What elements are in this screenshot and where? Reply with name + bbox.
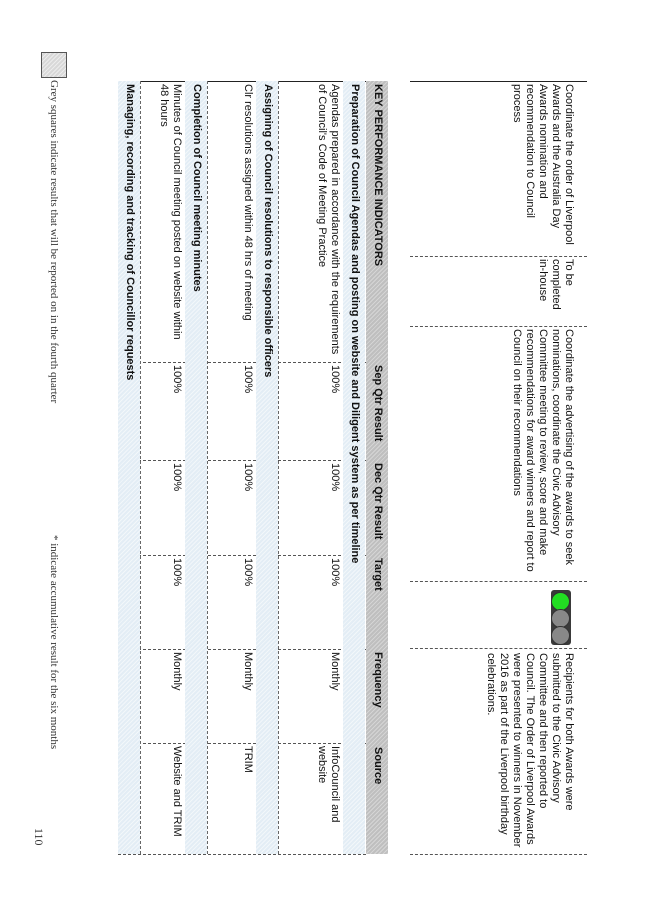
- red-light-off-icon: [551, 626, 570, 645]
- section-1-target: 100%: [329, 558, 341, 587]
- section-2-dec: 100%: [242, 463, 254, 492]
- section-3-frequency: Monthly: [171, 652, 183, 691]
- header-dec-qtr: Dec Qtr Result: [372, 463, 384, 540]
- header-kpi: KEY PERFORMANCE INDICATORS: [372, 84, 384, 267]
- section-1-kpi: Agendas prepared in accordance with the requirements of Council's Code of Meeting Practice: [316, 84, 341, 355]
- column-divider: [118, 649, 366, 650]
- section-3-kpi: Minutes of Council meeting posted on website within 48 hours: [158, 84, 183, 340]
- timeline-text: To be completed in-house: [537, 259, 575, 310]
- row-divider: [207, 81, 208, 854]
- section-2-source: TRIM: [242, 746, 254, 773]
- column-divider: [118, 743, 366, 744]
- section-3-dec: 100%: [171, 463, 183, 492]
- table-right-border: [118, 854, 366, 855]
- section-3-title: Completion of Council meeting minutes: [191, 84, 203, 292]
- grey-square-legend-icon: [41, 52, 67, 78]
- column-divider: [118, 362, 366, 363]
- top-row-right-border: [410, 854, 587, 855]
- section-1-frequency: Monthly: [329, 652, 341, 691]
- section-3-target: 100%: [171, 558, 183, 587]
- top-row-divider: [410, 648, 587, 649]
- section-3-sep: 100%: [171, 365, 183, 394]
- top-row-divider: [410, 581, 587, 582]
- top-row-divider: [410, 326, 587, 327]
- table-left-border: [118, 81, 366, 82]
- top-row-divider: [410, 256, 587, 257]
- section-1-dec: 100%: [329, 463, 341, 492]
- header-source: Source: [372, 747, 384, 785]
- comments-text: Recipients for both Awards were submitted to the Civic Advisory Committee and then reported to Council. The Order of Liverpool Awards were presented to winners in November 2016 as part of the Liverpool birthday celebrations.: [485, 653, 575, 848]
- section-3-source: Website and TRIM: [171, 746, 183, 837]
- asterisk-note: * indicate accumulative result for the six months: [48, 535, 60, 750]
- legend-note: Grey squares indicate results that will be reported on in the fourth quarter: [48, 80, 60, 404]
- column-divider: [118, 555, 366, 556]
- actions-text: Coordinate the advertising of the awards to seek nominations, coordinate the Civic Advisory Committee meeting to review, score and make recommendations for award winners and report to Council on their recommendations: [511, 329, 575, 572]
- column-divider: [118, 460, 366, 461]
- header-target: Target: [372, 558, 384, 591]
- activity-text: Coordinate the order of Liverpool Awards and the Australia Day Awards nomination and recommendation to Council process: [511, 84, 575, 245]
- section-2-title: Assigning of Council resolutions to responsible officers: [262, 84, 274, 378]
- section-1-sep: 100%: [329, 365, 341, 394]
- section-2-sep: 100%: [242, 365, 254, 394]
- section-2-target: 100%: [242, 558, 254, 587]
- header-sep-qtr: Sep Qtr Result: [372, 365, 384, 442]
- traffic-light: [551, 590, 571, 645]
- section-2-kpi: Clr resolutions assigned within 48 hrs of meeting: [242, 84, 254, 321]
- page-number: 110: [32, 828, 46, 846]
- section-4-title: Managing, recording and tracking of Councillor requests: [124, 84, 136, 381]
- row-divider: [140, 81, 141, 854]
- top-row-left-border: [410, 81, 587, 82]
- section-1-title: Preparation of Council Agendas and posting on website and Diligent system as per timeline: [349, 84, 361, 564]
- section-2-frequency: Monthly: [242, 652, 254, 691]
- header-frequency: Frequency: [372, 652, 384, 708]
- section-1-source: InfoCouncil and website: [316, 746, 341, 823]
- row-divider: [278, 81, 279, 854]
